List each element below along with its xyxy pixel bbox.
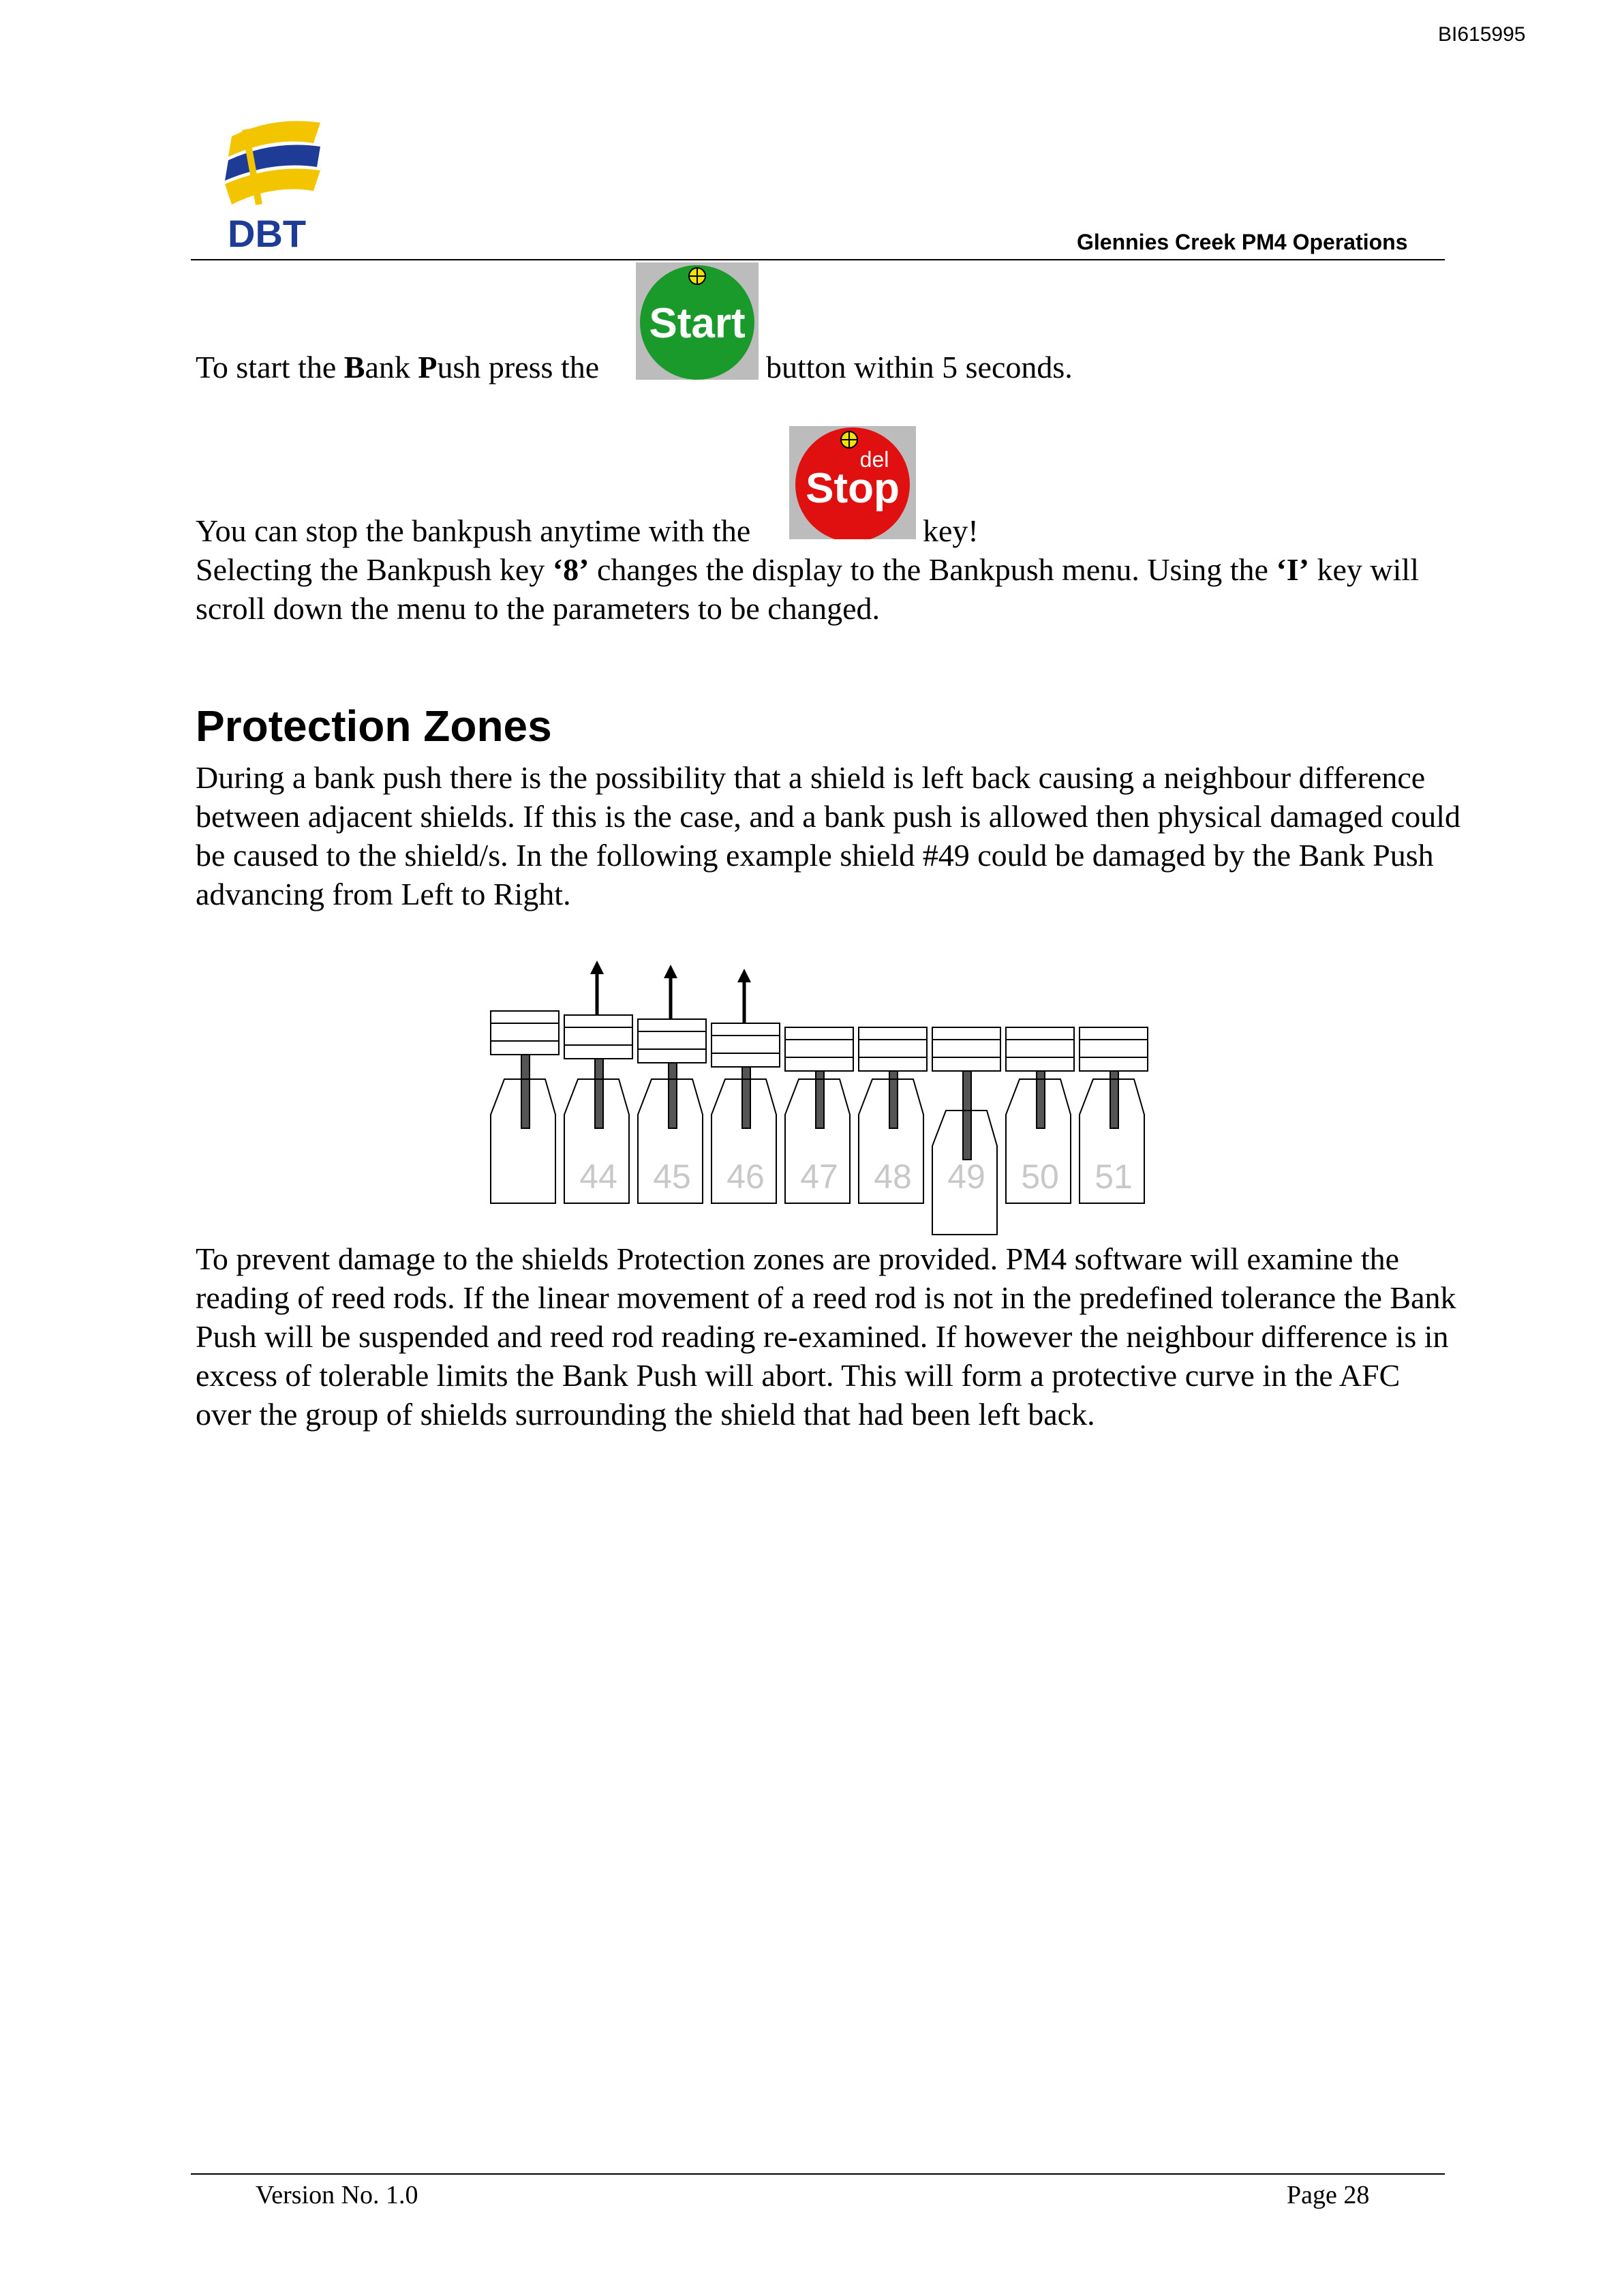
header-rule [191,259,1445,260]
svg-text:DBT: DBT [228,212,307,252]
document-id: BI615995 [1438,23,1526,46]
shield-diagram [484,958,1159,1237]
shield-label-45: 45 [653,1158,691,1196]
shield-label-44: 44 [579,1158,617,1196]
stop-key-icon[interactable] [789,426,916,539]
shield-label-48: 48 [874,1158,912,1196]
protection-paragraph-1: During a bank push there is the possibility that a shield is left back causing a neighbour difference between adjacent shields. If this is the case, and a bank push is allowed then physical damaged could be caused to the shield/s. In the following example shield #49 could be damaged by the Bank Push advancing from Left to Right. [196,760,1461,911]
protection-paragraph-2: To prevent damage to the shields Protection zones are provided. PM4 software will examine the reading of reed rods. If the linear movement of a reed rod is not in the predefined tolerance the Bank Push will be suspended and reed rod reading re-examined. If however the neighbour difference is in excess of tolerable limits the Bank Push will abort. This will form a protective curve in the AFC over the group of shields surrounding the shield that had been left back. [196,1241,1456,1432]
stop-instruction: You can stop the bankpush anytime with the [196,513,751,548]
shield-label-50: 50 [1021,1158,1059,1196]
dbt-logo [218,116,327,252]
svg-text:del: del [859,447,889,472]
shield-label-47: 47 [800,1158,838,1196]
footer-page-number: Page 28 [1287,2181,1370,2209]
stop-instruction-end: key! [923,513,979,548]
advance-arrows [590,961,751,1023]
shield-label-49: 49 [947,1158,985,1196]
footer-rule [191,2173,1445,2175]
shield-label-46: 46 [726,1158,765,1196]
footer-version: Version No. 1.0 [256,2181,418,2209]
section-heading: Protection Zones [196,701,552,751]
start-key-icon[interactable] [636,262,759,380]
shield-0 [491,1011,559,1203]
header-title: Glennies Creek PM4 Operations [1077,230,1408,254]
svg-text:Stop: Stop [806,465,900,512]
shield-49 [932,1027,1000,1235]
shield-label-51: 51 [1095,1158,1133,1196]
start-instruction: To start the Bank Push press the [196,350,600,384]
start-instruction-end: button within 5 seconds. [766,350,1073,384]
bankpush-key-paragraph: Selecting the Bankpush key ‘8’ changes the display to the Bankpush menu. Using the ‘I’ key will scroll down the menu to the parameters to be changed. [196,552,1419,626]
svg-text:Start: Start [649,300,746,347]
